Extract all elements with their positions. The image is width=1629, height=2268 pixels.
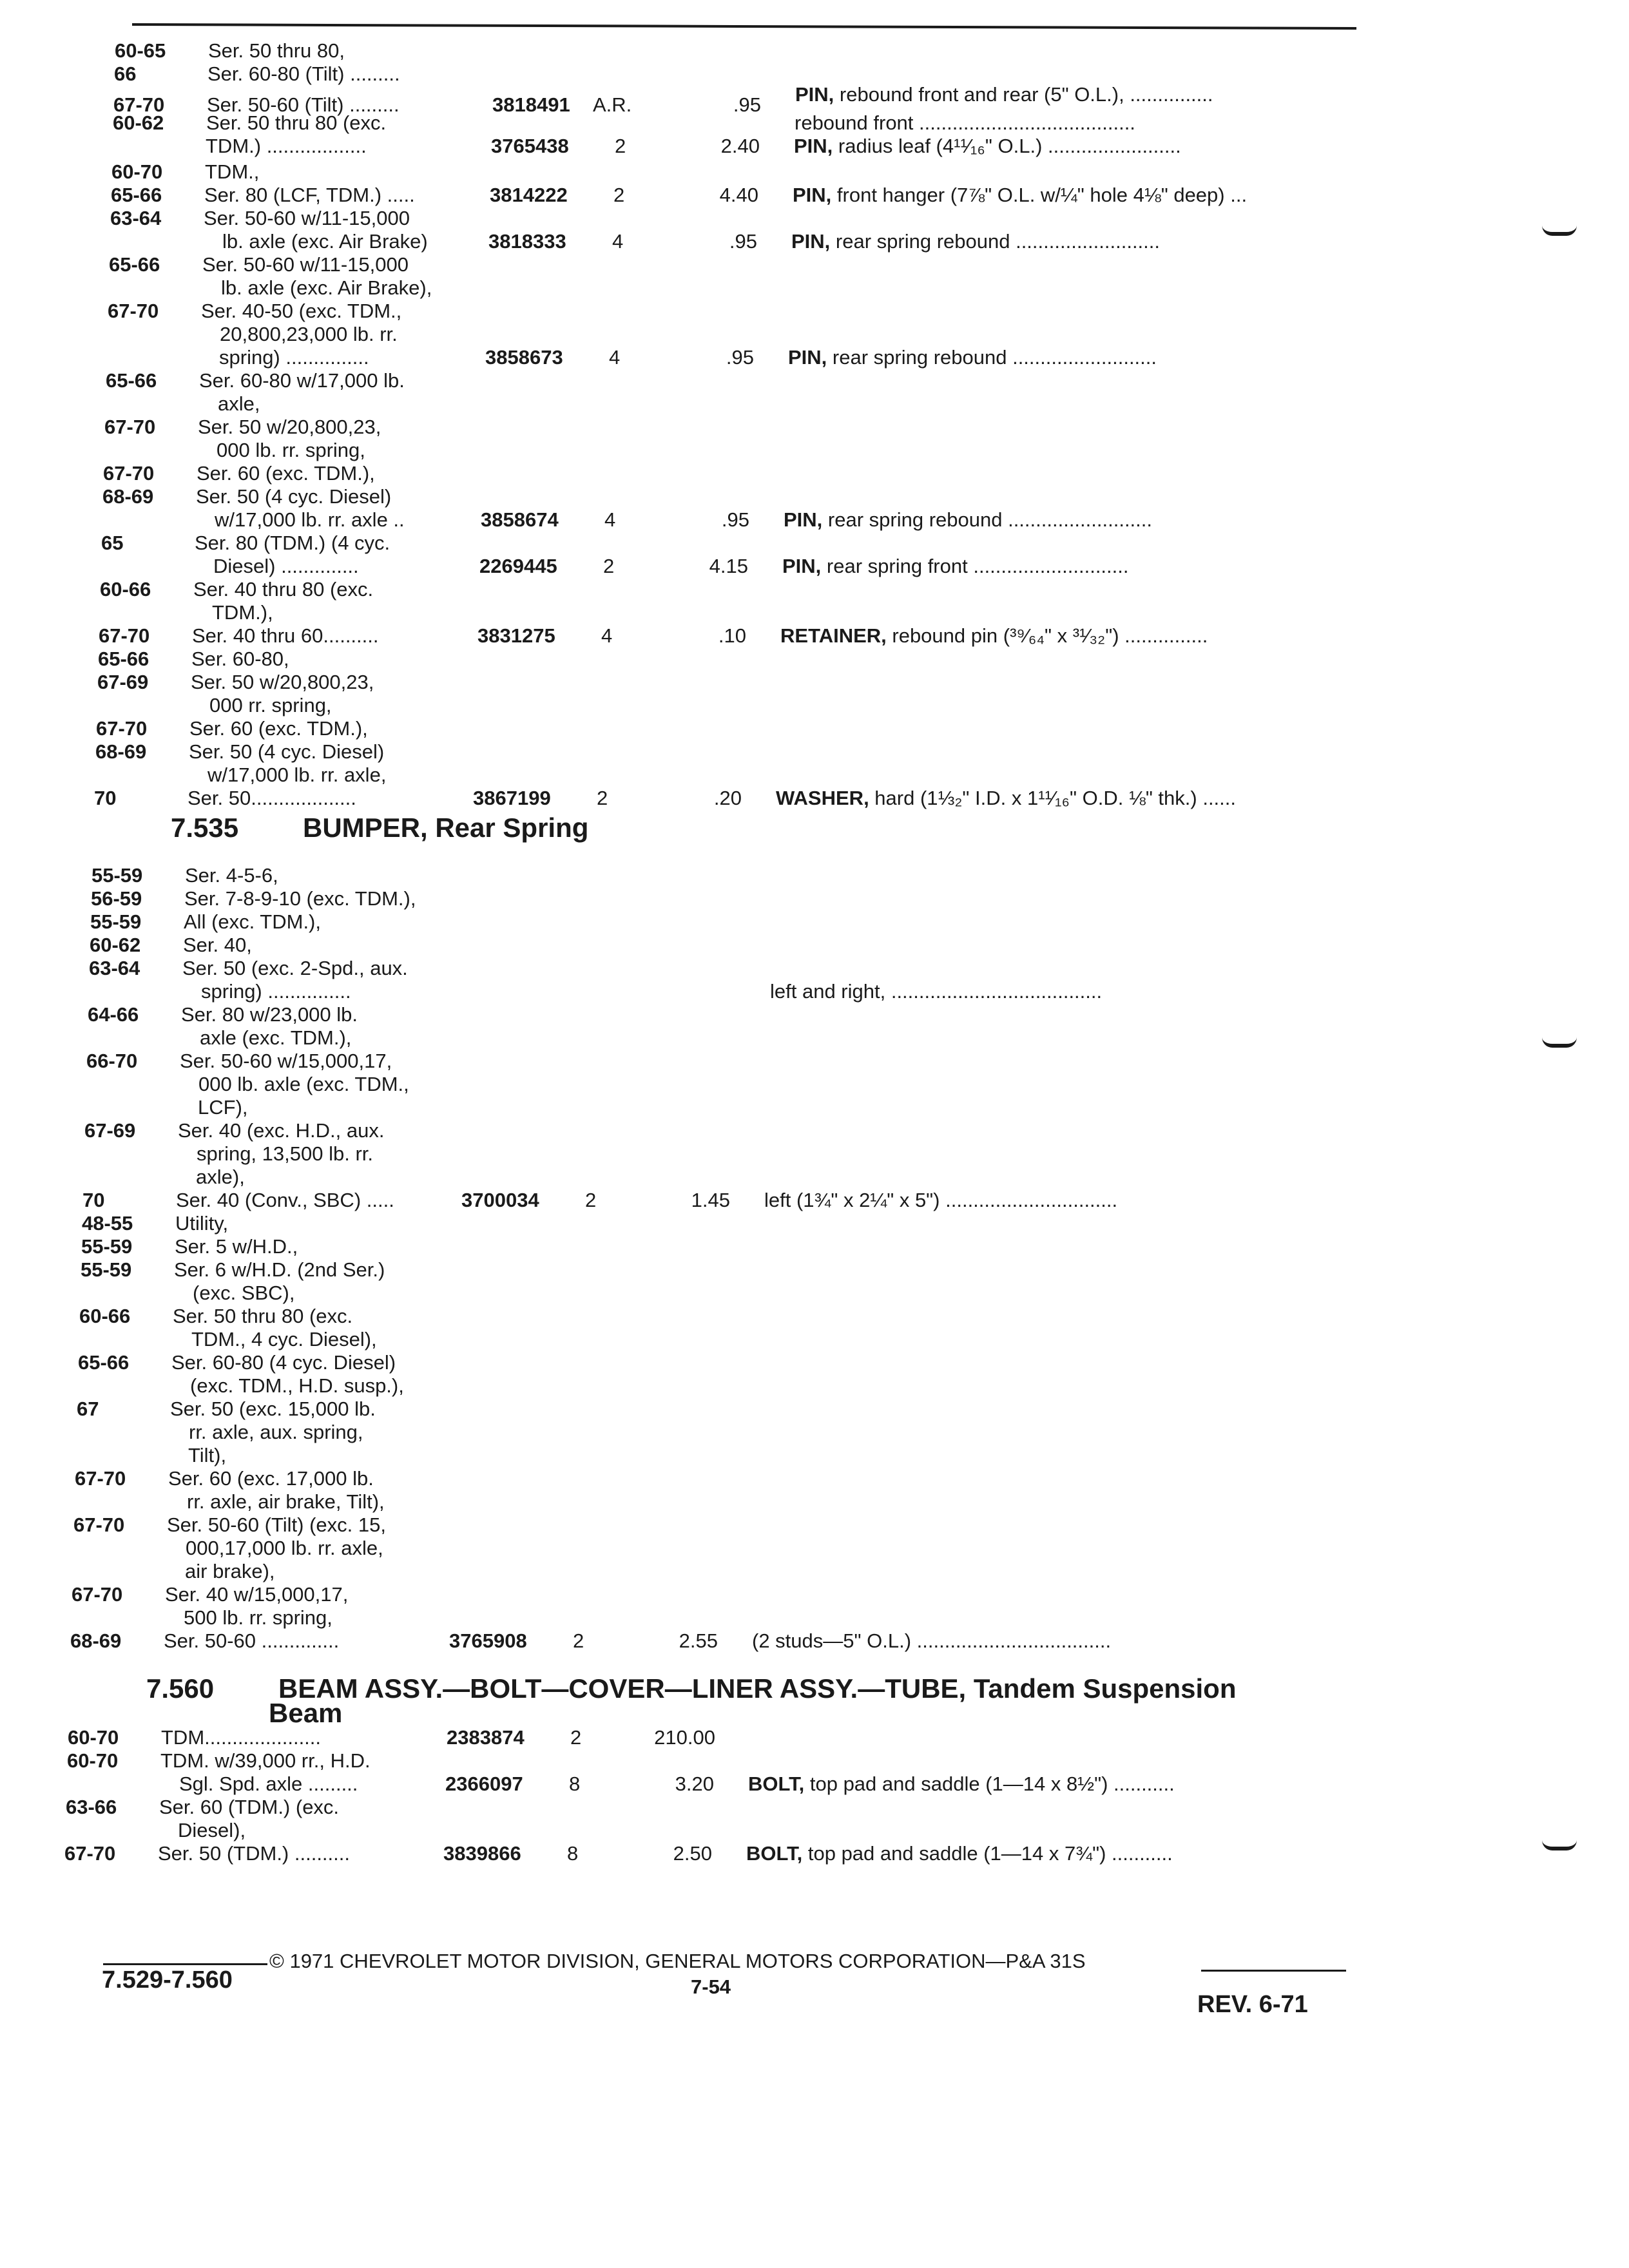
table-row [0,933,1629,959]
part-spec: hard (1⅓₂" I.D. x 1¹¹⁄₁₆" O.D. ⅛" thk.) ...... [869,787,1237,809]
model-years: 67-70 [104,416,156,438]
application-text: Ser. 50-60 w/11-15,000 [204,207,410,229]
application-text: Ser. 40 thru 80 (exc. [193,578,374,601]
table-row [0,1629,1629,1655]
application-text: Ser. 50 (exc. 15,000 lb. [170,1398,376,1420]
application-text: Ser. 50-60 (Tilt) ......... [207,93,400,116]
table-row [0,508,1629,533]
table-row [0,956,1629,982]
quantity: 4 [609,346,621,369]
list-price: .10 [718,624,746,647]
table-row [0,415,1629,441]
part-description [748,1772,1175,1796]
footer-rule-left [103,1963,267,1965]
table-row [0,1749,1629,1774]
quantity: 4 [604,508,616,531]
quantity: 2 [585,1189,597,1211]
application-text: Ser. 60-80 (Tilt) ......... [207,62,400,85]
part-description [788,345,1157,370]
application-text: 000 lb. axle (exc. TDM., [198,1073,409,1095]
model-years: 68-69 [102,485,154,508]
model-years: 67-70 [96,717,148,740]
table-row [0,39,1629,64]
part-name: WASHER, [776,787,869,809]
model-years: 67-70 [113,93,165,116]
part-description [784,508,1152,532]
part-name: PIN, [791,230,831,253]
application-text: TDM. w/39,000 rr., H.D. [160,1749,371,1772]
quantity: 2 [573,1629,584,1652]
section-title-continued: Beam [269,1698,343,1728]
table-row [0,322,1629,348]
table-row [0,1258,1629,1283]
quantity: 4 [612,230,624,253]
table-row [0,624,1629,649]
top-rule [132,23,1356,30]
application-text: lb. axle (exc. Air Brake), [221,276,432,299]
model-years: 66-70 [86,1050,138,1072]
application-text: Ser. 60 (exc. TDM.), [189,717,368,740]
application-text: Ser. 50 w/20,800,23, [191,671,374,693]
application-text: 000,17,000 lb. rr. axle, [186,1537,383,1559]
part-spec: rebound front ....................................... [795,111,1135,134]
table-row [0,887,1629,912]
quantity: 2 [613,184,625,206]
part-number: 2383874 [447,1726,525,1749]
section-heading [0,813,1629,871]
section-number: 7.535 [171,812,239,843]
model-years: 60-70 [68,1726,119,1749]
part-number: 3765908 [449,1629,527,1652]
list-price: .95 [729,230,757,253]
table-row [0,1026,1629,1052]
list-price: .95 [733,93,761,116]
list-price: .95 [726,346,754,369]
part-spec: rebound front and rear (5" O.L.), ............... [834,83,1213,106]
application-text: axle (exc. TDM.), [200,1026,352,1049]
model-years: 65-66 [78,1351,130,1374]
footer-page-number: 7-54 [691,1975,731,1998]
model-years: 55-59 [90,910,142,933]
application-text: Ser. 60 (exc. TDM.), [197,462,375,485]
table-row [0,1841,1629,1867]
application-text: Ser. 50 (4 cyc. Diesel) [196,485,392,508]
part-number: 3867199 [473,787,551,809]
table-row [0,1606,1629,1631]
part-spec: radius leaf (4¹¹⁄₁₆" O.L.) ........................ [833,135,1181,157]
table-row [0,577,1629,603]
model-years: 56-59 [91,887,142,910]
part-name: PIN, [784,508,823,531]
list-price: 4.15 [709,555,748,577]
footer-section-range: 7.529-7.560 [102,1966,233,1994]
table-row [0,1420,1629,1446]
table-row [0,1003,1629,1028]
table-row [0,1818,1629,1844]
page-tab-mark [1542,1840,1577,1850]
table-row [0,786,1629,812]
quantity: 2 [570,1726,582,1749]
model-years: 68-69 [70,1629,122,1652]
model-years: 65-66 [106,369,157,392]
model-years: 67-70 [72,1583,123,1606]
table-row [0,1235,1629,1260]
application-text: Ser. 40 (Conv., SBC) ..... [176,1189,394,1211]
model-years: 67-70 [103,462,155,485]
application-text: lb. axle (exc. Air Brake) [222,230,428,253]
table-row [0,461,1629,487]
table-row [0,1049,1629,1075]
table-row [0,647,1629,673]
part-description [764,1188,1117,1213]
table-row [0,1559,1629,1585]
part-name: PIN, [795,83,834,106]
application-text: Ser. 40 thru 60.......... [192,624,379,647]
application-text: Ser. 50................... [188,787,356,809]
table-row [0,1327,1629,1353]
quantity: 2 [603,555,615,577]
part-spec: rear spring rebound .......................... [827,346,1157,369]
list-price: 210.00 [654,1726,715,1749]
model-years: 70 [82,1189,105,1211]
application-text: TDM., 4 cyc. Diesel), [191,1328,377,1350]
application-text: spring, 13,500 lb. rr. [197,1142,373,1165]
table-row [0,111,1629,137]
application-text: w/17,000 lb. rr. axle, [207,764,387,786]
table-row [0,276,1629,302]
application-text: LCF), [198,1096,248,1119]
table-row [0,554,1629,580]
part-number: 3700034 [461,1189,539,1211]
application-text: w/17,000 lb. rr. axle .. [215,508,405,531]
application-text: Ser. 60-80 w/17,000 lb. [199,369,405,392]
application-text: Ser. 5 w/H.D., [175,1235,298,1258]
table-row [0,438,1629,464]
application-text: Ser. 40-50 (exc. TDM., [201,300,402,322]
application-text: Ser. 80 (LCF, TDM.) ..... [204,184,415,206]
table-row [0,979,1629,1005]
table-row [0,1374,1629,1399]
part-name: PIN, [782,555,822,577]
footer-copyright: © 1971 CHEVROLET MOTOR DIVISION, GENERAL MOTORS CORPORATION—P&A 31S [269,1950,1086,1972]
part-description [752,1629,1111,1653]
quantity: 8 [567,1842,579,1865]
table-row [0,693,1629,719]
model-years: 60-70 [67,1749,119,1772]
list-price: .95 [721,508,749,531]
application-text: air brake), [185,1560,275,1582]
table-row [0,229,1629,255]
application-text: TDM..................... [161,1726,322,1749]
model-years: 55-59 [81,1258,132,1281]
application-text: rr. axle, aux. spring, [189,1421,363,1443]
part-description [780,624,1208,648]
section-heading [0,1674,1629,1732]
part-description [791,229,1160,254]
part-spec: top pad and saddle (1—14 x 7¾") ........... [802,1842,1173,1865]
application-text: TDM., [205,160,260,183]
quantity: 2 [615,135,626,157]
application-text: TDM.) .................. [206,135,367,157]
table-row [0,531,1629,557]
application-text: axle, [218,392,260,415]
application-text: Ser. 40, [183,934,252,956]
application-text: Ser. 50-60 w/15,000,17, [180,1050,392,1072]
table-row [0,1165,1629,1191]
model-years: 60-66 [100,578,151,601]
list-price: 2.40 [720,135,760,157]
part-description [794,134,1181,159]
model-years: 60-66 [79,1305,131,1327]
model-years: 67-70 [108,300,159,322]
application-text: Utility, [175,1212,229,1235]
part-description [795,111,1135,135]
quantity: 8 [569,1773,581,1795]
table-row [0,763,1629,789]
table-row [0,183,1629,209]
part-number: 3765438 [491,135,569,157]
application-text: Ser. 50 (exc. 2-Spd., aux. [182,957,408,979]
application-text: Ser. 80 (TDM.) (4 cyc. [195,532,390,554]
part-spec: (2 studs—5" O.L.) ................................... [752,1629,1112,1652]
part-spec: left and right, ...................................... [770,980,1103,1003]
application-text: Ser. 40 (exc. H.D., aux. [178,1119,385,1142]
part-number: 3858673 [485,346,563,369]
part-number: 3818491 [492,93,570,116]
part-name: PIN, [794,135,833,157]
application-text: (exc. SBC), [193,1282,295,1304]
application-text: Ser. 60 (exc. 17,000 lb. [168,1467,374,1490]
model-years: 70 [94,787,117,809]
application-text: Ser. 4-5-6, [185,864,278,887]
table-row [0,345,1629,371]
part-spec: rear spring rebound .......................... [822,508,1153,531]
application-text: Tilt), [188,1444,227,1466]
model-years: 65-66 [98,648,149,670]
table-row [0,1536,1629,1562]
part-description [746,1841,1173,1866]
model-years: 67-70 [73,1514,125,1536]
model-years: 66 [114,62,137,85]
application-text: Ser. 50 w/20,800,23, [198,416,381,438]
table-row [0,1188,1629,1214]
application-text: 000 rr. spring, [209,694,332,716]
table-row [0,740,1629,765]
table-row [0,1095,1629,1121]
part-spec: left (1¾" x 2¼" x 5") ............................... [764,1189,1118,1211]
application-text: Diesel) .............. [213,555,359,577]
application-text: Ser. 50-60 .............. [164,1629,340,1652]
part-number: 2366097 [445,1773,523,1795]
table-row [0,1304,1629,1330]
model-years: 67-69 [84,1119,136,1142]
section-number: 7.560 [146,1673,215,1704]
table-row [0,1582,1629,1608]
table-row [0,1350,1629,1376]
model-years: 67-70 [64,1842,116,1865]
application-text: rr. axle, air brake, Tilt), [187,1490,385,1513]
table-row [0,1513,1629,1539]
model-years: 60-65 [115,39,166,62]
model-years: 67 [77,1398,99,1420]
application-text: axle), [196,1166,245,1188]
table-row [0,134,1629,160]
list-price: 1.45 [691,1189,730,1211]
application-text: Ser. 6 w/H.D. (2nd Ser.) [174,1258,385,1281]
quantity: A.R. [593,93,632,116]
application-text: spring) ............... [219,346,369,369]
table-row [0,1795,1629,1821]
application-text: Ser. 50 (4 cyc. Diesel) [189,740,385,763]
list-price: 4.40 [719,184,758,206]
model-years: 65 [101,532,124,554]
application-text: Ser. 60 (TDM.) (exc. [159,1796,340,1818]
part-number: 3818333 [488,230,566,253]
application-text: 500 lb. rr. spring, [184,1606,333,1629]
table-row [0,1466,1629,1492]
part-name: BOLT, [746,1842,803,1865]
section-title: BUMPER, Rear Spring [303,812,589,843]
application-text: spring) ............... [201,980,351,1003]
part-description [793,183,1247,207]
table-row [0,369,1629,394]
model-years: 67-70 [99,624,150,647]
model-years: 65-66 [111,184,162,206]
application-text: Ser. 50-60 w/11-15,000 [202,253,409,276]
application-text: Ser. 50 (TDM.) .......... [158,1842,350,1865]
application-text: Ser. 50-60 (Tilt) (exc. 15, [167,1514,386,1536]
application-text: Sgl. Spd. axle ......... [179,1773,358,1795]
part-spec: front hanger (7⅞" O.L. w/¼" hole 4⅛" deep) ... [831,184,1248,206]
application-text: Ser. 7-8-9-10 (exc. TDM.), [184,887,416,910]
part-number: 3839866 [443,1842,521,1865]
model-years: 48-55 [82,1212,133,1235]
application-text: TDM.), [212,601,273,624]
list-price: 2.55 [679,1629,718,1652]
part-number: 3858674 [481,508,559,531]
table-row [0,1443,1629,1469]
model-years: 55-59 [81,1235,133,1258]
footer-rule-right [1201,1970,1346,1972]
table-row [0,485,1629,510]
model-years: 63-64 [110,207,162,229]
application-text: Ser. 50 thru 80 (exc. [206,111,387,134]
model-years: 68-69 [95,740,147,763]
part-name: RETAINER, [780,624,887,647]
table-row [0,670,1629,696]
part-description [782,554,1129,579]
model-years: 63-64 [89,957,140,979]
application-text: Diesel), [178,1819,246,1841]
part-description [776,786,1236,811]
list-price: 2.50 [673,1842,712,1865]
table-row [0,1119,1629,1144]
table-row [0,1772,1629,1798]
quantity: 4 [601,624,613,647]
part-spec: rear spring rebound .......................... [830,230,1161,253]
part-name: PIN, [793,184,832,206]
table-row [0,253,1629,278]
table-row [0,160,1629,186]
application-text: 000 lb. rr. spring, [217,439,365,461]
quantity: 2 [597,787,608,809]
model-years: 64-66 [88,1003,139,1026]
model-years: 55-59 [92,864,143,887]
application-text: Ser. 50 thru 80, [208,39,345,62]
table-row [0,206,1629,232]
application-text: Ser. 60-80, [191,648,289,670]
model-years: 67-69 [97,671,149,693]
application-text: Ser. 60-80 (4 cyc. Diesel) [171,1351,396,1374]
model-years: 60-70 [111,160,163,183]
part-spec: rebound pin (³⁹⁄₆₄" x ³¹⁄₃₂") ............... [886,624,1208,647]
section-title: BEAM ASSY.—BOLT—COVER—LINER ASSY.—TUBE, Tandem Suspension [278,1673,1237,1704]
page-tab-mark [1542,1037,1577,1048]
part-name: PIN, [788,346,827,369]
table-row [0,1397,1629,1423]
table-row [0,910,1629,936]
list-price: 3.20 [675,1773,714,1795]
table-row [0,1490,1629,1515]
part-number: 3814222 [490,184,568,206]
application-text: (exc. TDM., H.D. susp.), [190,1374,404,1397]
table-row [0,601,1629,626]
model-years: 67-70 [75,1467,126,1490]
application-text: All (exc. TDM.), [184,910,321,933]
table-row [0,716,1629,742]
part-name: BOLT, [748,1773,805,1795]
part-number: 3831275 [477,624,555,647]
part-description [770,979,1102,1004]
part-spec: rear spring front ............................ [821,555,1129,577]
table-row [0,1072,1629,1098]
model-years: 63-66 [66,1796,117,1818]
table-row [0,299,1629,325]
application-text: Ser. 80 w/23,000 lb. [181,1003,358,1026]
part-number: 2269445 [479,555,557,577]
application-text: Ser. 50 thru 80 (exc. [173,1305,353,1327]
model-years: 60-62 [113,111,164,134]
table-row [0,392,1629,418]
model-years: 65-66 [109,253,160,276]
application-text: 20,800,23,000 lb. rr. [220,323,398,345]
application-text: Ser. 40 w/15,000,17, [165,1583,349,1606]
table-row [0,1281,1629,1307]
part-spec: top pad and saddle (1—14 x 8½") ........... [804,1773,1175,1795]
footer-revision: REV. 6-71 [1197,1991,1308,2018]
model-years: 60-62 [90,934,141,956]
page-tab-mark [1542,226,1577,236]
table-row [0,1142,1629,1168]
table-row [0,1211,1629,1237]
list-price: .20 [713,787,742,809]
